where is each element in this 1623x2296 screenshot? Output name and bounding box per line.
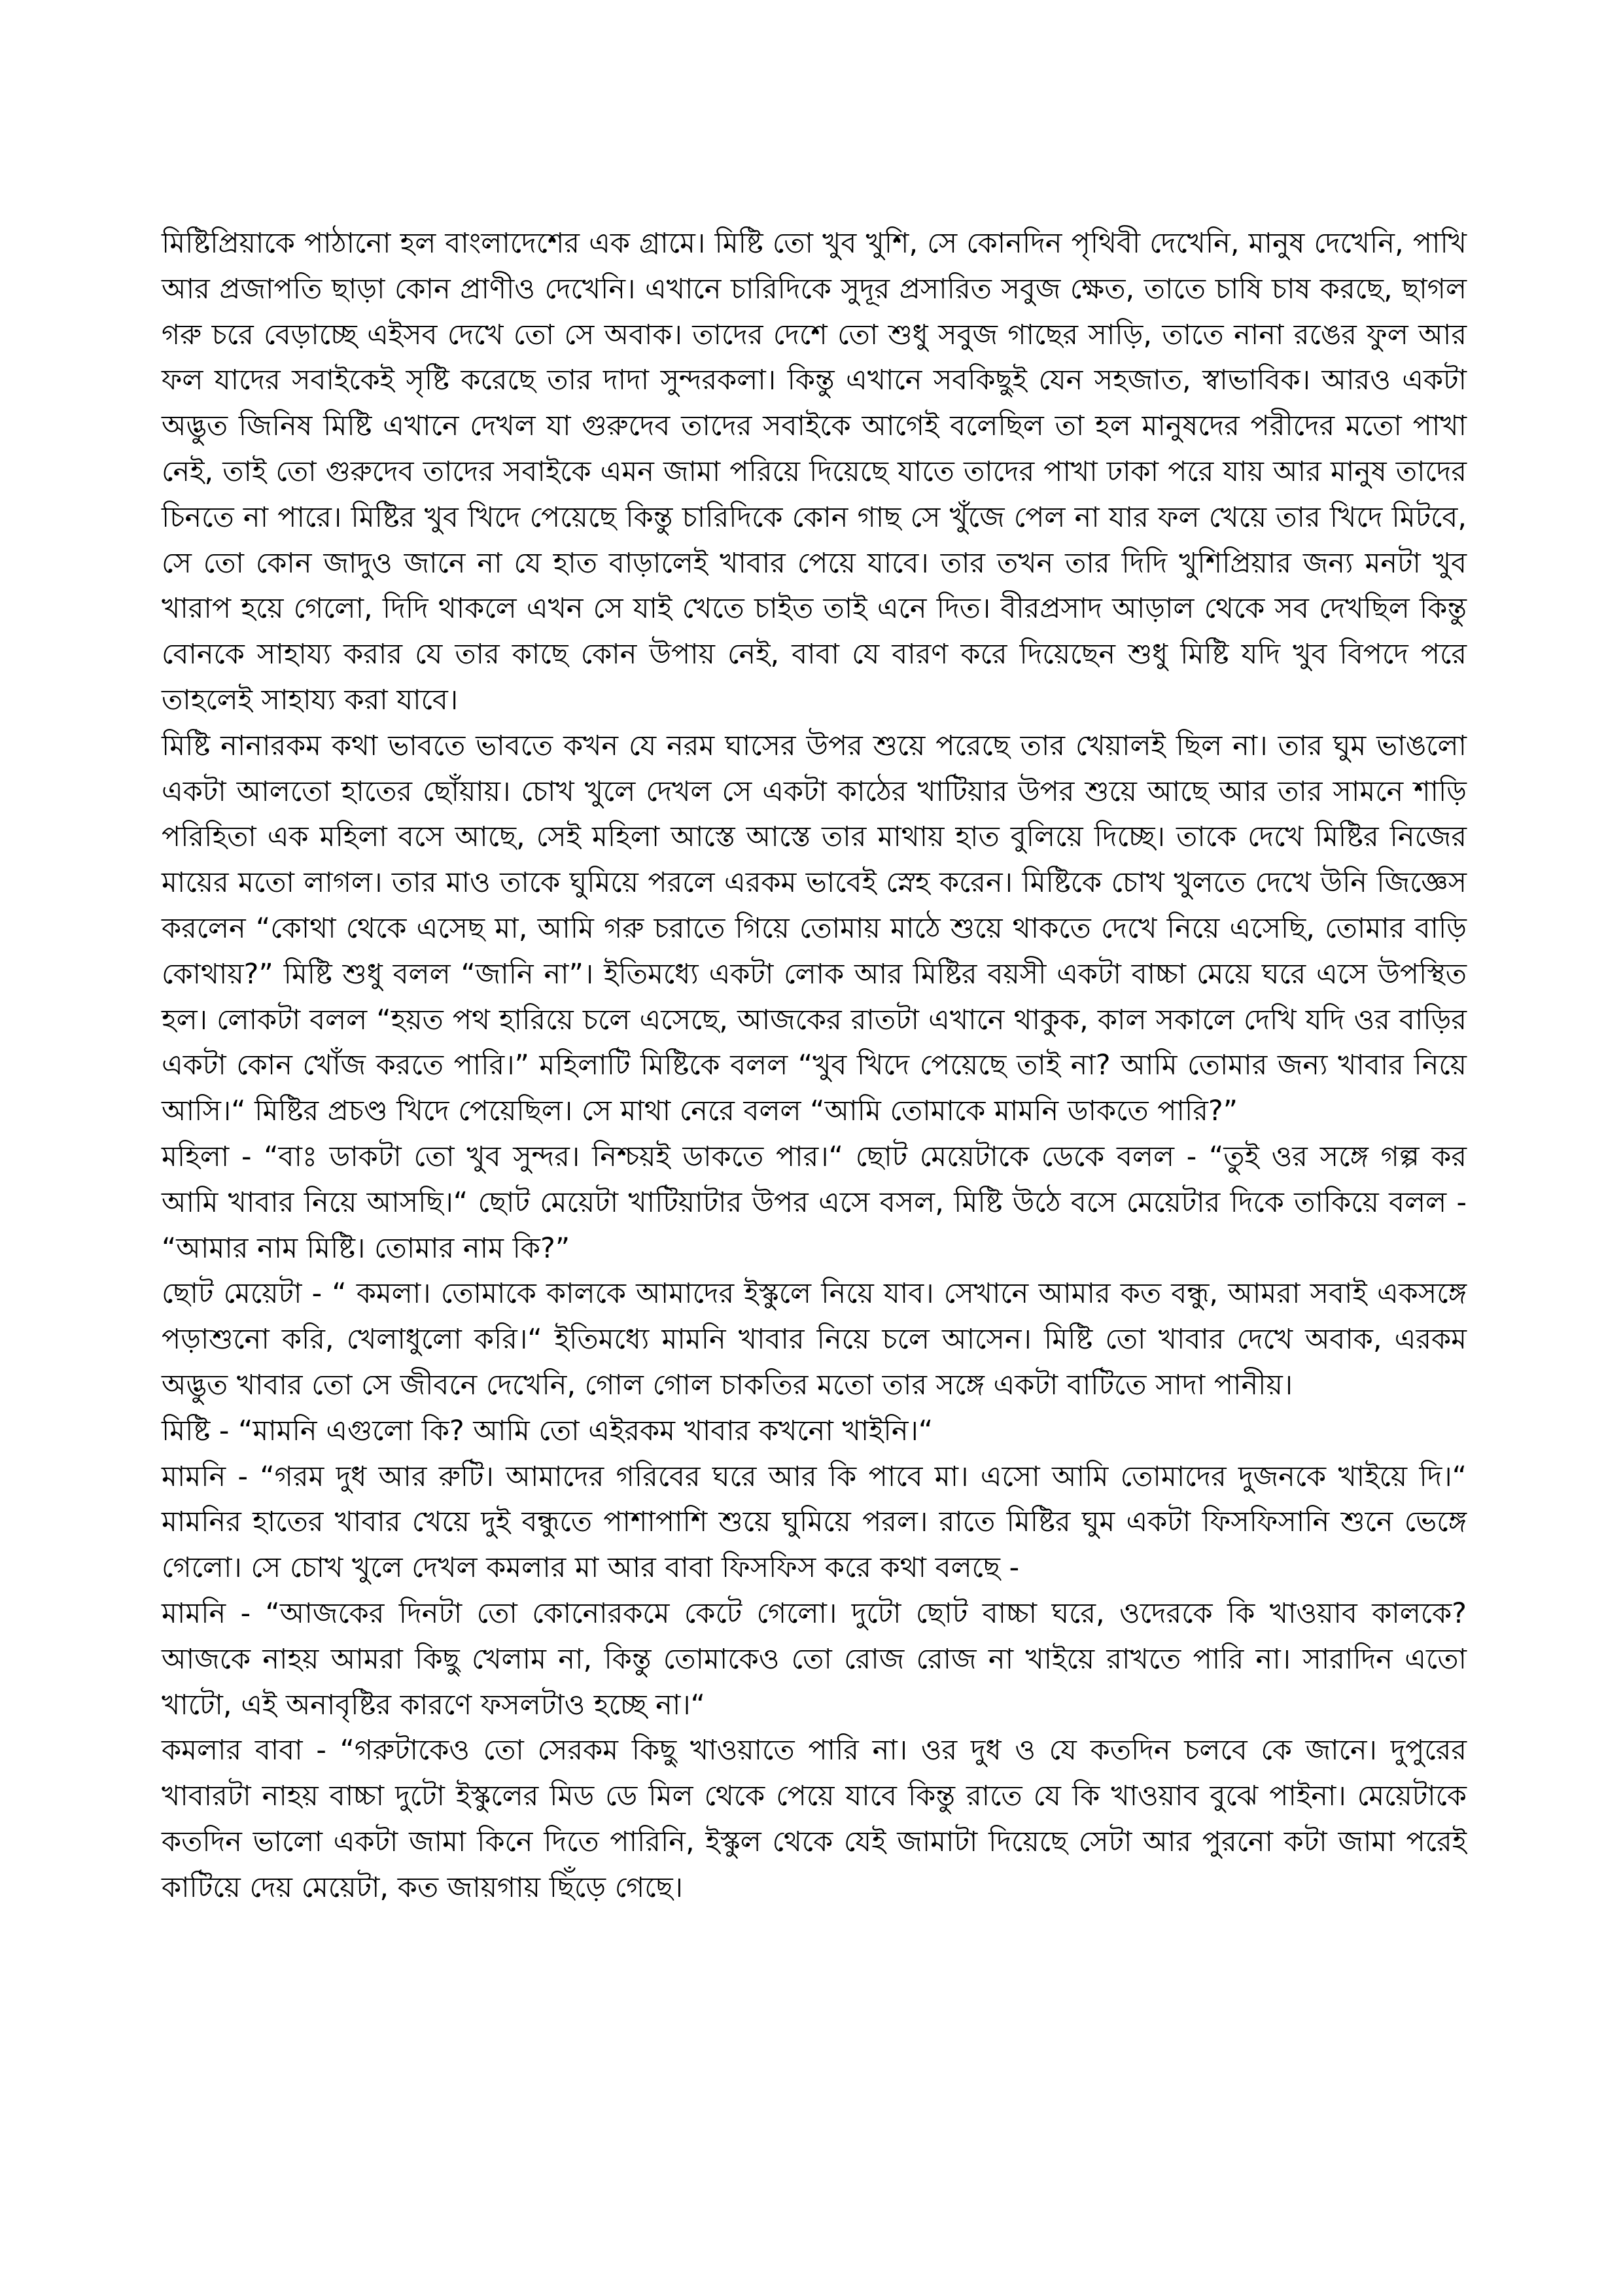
paragraph-narration-2: মিষ্টি নানারকম কথা ভাবতে ভাবতে কখন যে নরম ঘাসের উপর শুয়ে পরেছে তার খেয়ালই ছিল না। তার ঘুম ভাঙলো একটা আলতো হাতের ছোঁয়ায়। চোখ খুলে দেখল সে একটা কাঠের খাটিয়ার উপর শুয়ে আছে আর তার সামনে শাড়ি পরিহিতা এক মহিলা বসে আছে, সেই মহিলা আস্তে আস্তে তার মাথায় হাত বুলিয়ে দিচ্ছে। তাকে দেখে মিষ্টির নিজের মায়ের মতো লাগল। তার মাও তাকে ঘুমিয়ে পরলে এরকম ভাবেই স্নেহ করেন। মিষ্টিকে চোখ খুলতে দেখে উনি জিজ্ঞেস করলেন “কোথা থেকে এসেছ মা, আমি গরু চরাতে গিয়ে তোমায় মাঠে শুয়ে থাকতে দেখে নিয়ে এসেছি, তোমার বাড়ি কোথায়?” মিষ্টি শুধু বলল “জানি না”। ইতিমধ্যে একটা লোক আর মিষ্টির বয়সী একটা বাচ্চা মেয়ে ঘরে এসে উপস্থিত হল। লোকটা বলল “হয়ত পথ হারিয়ে চলে এসেছে, আজকের রাতটা এখানে থাকুক, কাল সকালে দেখি যদি ওর বাড়ির একটা কোন খোঁজ করতে পারি।” মহিলাটি মিষ্টিকে বলল “খুব খিদে পেয়েছে তাই না? আমি তোমার জন্য খাবার নিয়ে আসি।“ মিষ্টির প্রচণ্ড খিদে পেয়েছিল। সে মাথা নেরে বলল “আমি তোমাকে মামনি ডাকতে পারি?” bbox=[162, 729, 1467, 1128]
paragraph-dialogue-kamala-father: কমলার বাবা - “গরুটাকেও তো সেরকম কিছু খাওয়াতে পারি না। ওর দুধ ও যে কতদিন চলবে কে জানে। দুপুরের খাবারটা নাহয় বাচ্চা দুটো ইস্কুলের মিড ডে মিল থেকে পেয়ে যাবে কিন্তু রাতে যে কি খাওয়াব বুঝে পাইনা। মেয়েটাকে কতদিন ভালো একটা জামা কিনে দিতে পারিনি, ইস্কুল থেকে যেই জামাটা দিয়েছে সেটা আর পুরনো কটা জামা পরেই কাটিয়ে দেয় মেয়েটা, কত জায়গায় ছিঁড়ে গেছে। bbox=[162, 1734, 1467, 1904]
paragraph-dialogue-mamoni-1: মামনি - “গরম দুধ আর রুটি। আমাদের গরিবের ঘরে আর কি পাবে মা। এসো আমি তোমাদের দুজনকে খাইয়ে দি।“ মামনির হাতের খাবার খেয়ে দুই বন্ধুতে পাশাপাশি শুয়ে ঘুমিয়ে পরল। রাতে মিষ্টির ঘুম একটা ফিসফিসানি শুনে ভেঙ্গে গেলো। সে চোখ খুলে দেখল কমলার মা আর বাবা ফিসফিস করে কথা বলছে - bbox=[162, 1460, 1467, 1585]
paragraph-dialogue-mamoni-2: মামনি - “আজকের দিনটা তো কোনোরকমে কেটে গেলো। দুটো ছোট বাচ্চা ঘরে, ওদেরকে কি খাওয়াব কালকে? আজকে নাহয় আমরা কিছু খেলাম না, কিন্তু তোমাকেও তো রোজ রোজ না খাইয়ে রাখতে পারি না। সারাদিন এতো খাটো, এই অনাবৃষ্টির কারণে ফসলটাও হচ্ছে না।“ bbox=[162, 1597, 1467, 1722]
story-text bbox=[162, 221, 1467, 1911]
paragraph-dialogue-mishti: মিষ্টি - “মামনি এগুলো কি? আমি তো এইরকম খাবার কখনো খাইনি।“ bbox=[162, 1414, 934, 1447]
paragraph-narration-1: মিষ্টিপ্রিয়াকে পাঠানো হল বাংলাদেশের এক গ্রামে। মিষ্টি তো খুব খুশি, সে কোনদিন পৃথিবী দেখেনি, মানুষ দেখেনি, পাখি আর প্রজাপতি ছাড়া কোন প্রাণীও দেখেনি। এখানে চারিদিকে সুদূর প্রসারিত সবুজ ক্ষেত, তাতে চাষি চাষ করছে, ছাগল গরু চরে বেড়াচ্ছে এইসব দেখে তো সে অবাক। তাদের দেশে তো শুধু সবুজ গাছের সাড়ি, তাতে নানা রঙের ফুল আর ফল যাদের সবাইকেই সৃষ্টি করেছে তার দাদা সুন্দরকলা। কিন্তু এখানে সবকিছুই যেন সহজাত, স্বাভাবিক। আরও একটা অদ্ভুত জিনিষ মিষ্টি এখানে দেখল যা গুরুদেব তাদের সবাইকে আগেই বলেছিল তা হল মানুষদের পরীদের মতো পাখা নেই, তাই তো গুরুদেব তাদের সবাইকে এমন জামা পরিয়ে দিয়েছে যাতে তাদের পাখা ঢাকা পরে যায় আর মানুষ তাদের চিনতে না পারে। মিষ্টির খুব খিদে পেয়েছে কিন্তু চারিদিকে কোন গাছ সে খুঁজে পেল না যার ফল খেয়ে তার খিদে মিটবে, সে তো কোন জাদুও জানে না যে হাত বাড়ালেই খাবার পেয়ে যাবে। তার তখন তার দিদি খুশিপ্রিয়ার জন্য মনটা খুব খারাপ হয়ে গেলো, দিদি থাকলে এখন সে যাই খেতে চাইত তাই এনে দিত। বীরপ্রসাদ আড়াল থেকে সব দেখছিল কিন্তু বোনকে সাহায্য করার যে তার কাছে কোন উপায় নেই, বাবা যে বারণ করে দিয়েছেন শুধু মিষ্টি যদি খুব বিপদে পরে তাহলেই সাহায্য করা যাবে। bbox=[162, 227, 1467, 716]
paragraph-dialogue-mohila: মহিলা - “বাঃ ডাকটা তো খুব সুন্দর। নিশ্চয়ই ডাকতে পার।“ ছোট মেয়েটাকে ডেকে বলল - “তুই ওর সঙ্গে গল্প কর আমি খাবার নিয়ে আসছি।“ ছোট মেয়েটা খাটিয়াটার উপর এসে বসল, মিষ্টি উঠে বসে মেয়েটার দিকে তাকিয়ে বলল - “আমার নাম মিষ্টি। তোমার নাম কি?” bbox=[162, 1140, 1467, 1265]
paragraph-dialogue-kamala: ছোট মেয়েটা - “ কমলা। তোমাকে কালকে আমাদের ইস্কুলে নিয়ে যাব। সেখানে আমার কত বন্ধু, আমরা সবাই একসঙ্গে পড়াশুনো করি, খেলাধুলো করি।“ ইতিমধ্যে মামনি খাবার নিয়ে চলে আসেন। মিষ্টি তো খাবার দেখে অবাক, এরকম অদ্ভুত খাবার তো সে জীবনে দেখেনি, গোল গোল চাকতির মতো তার সঙ্গে একটা বাটিতে সাদা পানীয়। bbox=[162, 1277, 1467, 1402]
